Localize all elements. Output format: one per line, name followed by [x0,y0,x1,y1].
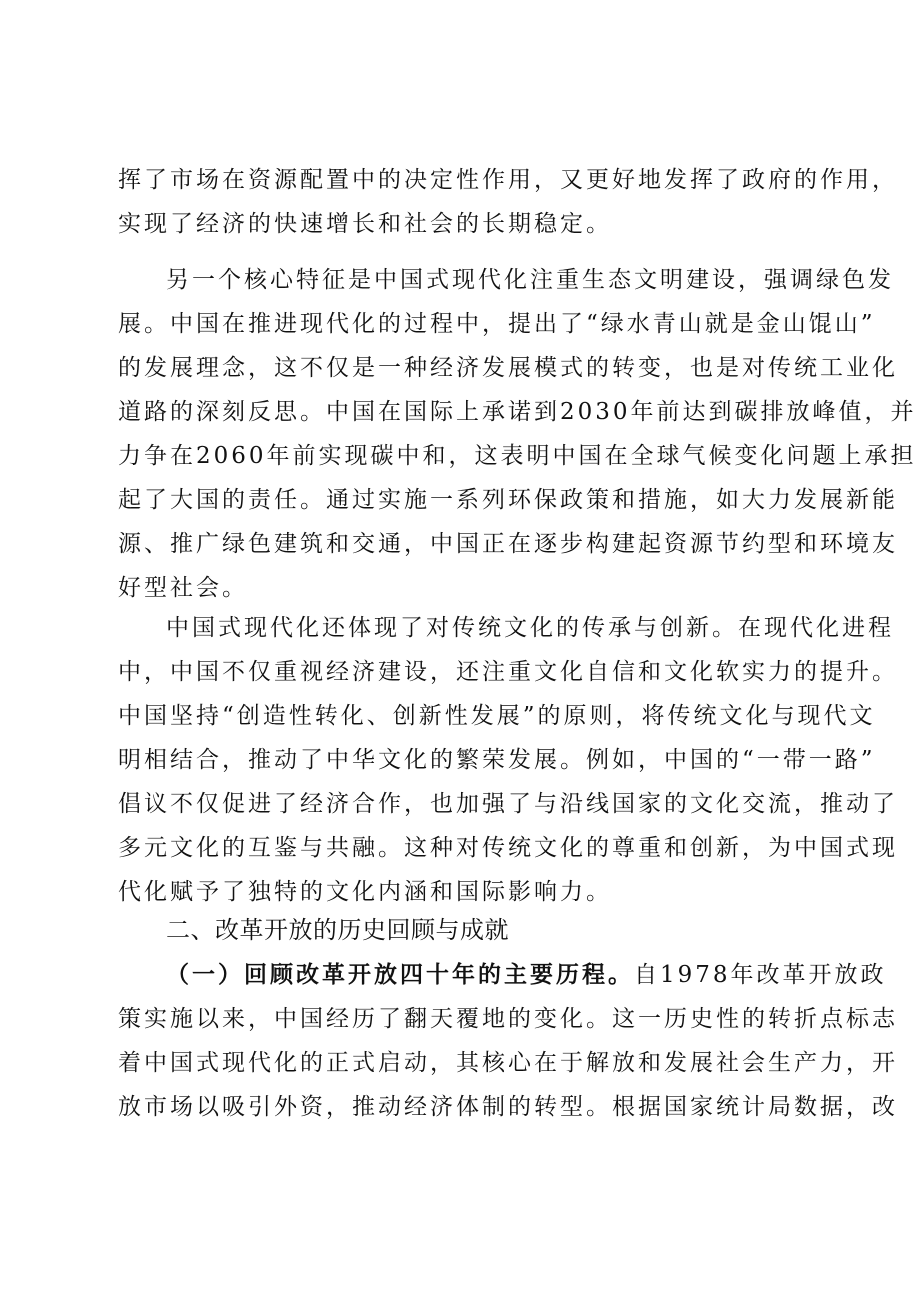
subsection-first-line-text: 自1978年改革开放政 [634,962,887,988]
text-line: 实现了经济的快速增长和社会的长期稳定。 [118,211,612,237]
subsection-first-line [166,957,887,993]
text-line: 策实施以来，中国经历了翻天覆地的变化。这一历史性的转折点标志 [118,1006,898,1032]
text-line: 中国式现代化还体现了对传统文化的传承与创新。在现代化进程 [166,615,894,641]
section-heading: 二、改革开放的历史回顾与成就 [166,916,509,944]
text-line: 道路的深刻反思。中国在国际上承诺到2030年前达到碳排放峰值，并 [118,399,917,425]
text-line: 力争在2060年前实现碳中和，这表明中国在全球气候变化问题上承担 [118,443,917,469]
text-line: 的发展理念，这不仅是一种经济发展模式的转变，也是对传统工业化 [118,355,898,381]
subsection-title: （一）回顾改革开放四十年的主要历程。 [166,961,634,988]
text-line: 另一个核心特征是中国式现代化注重生态文明建设，强调绿色发 [166,267,894,293]
text-line: 挥了市场在资源配置中的决定性作用，又更好地发挥了政府的作用， [118,167,898,193]
text-line: 明相结合，推动了中华文化的繁荣发展。例如，中国的“一带一路” [118,747,876,773]
text-line: 着中国式现代化的正式启动，其核心在于解放和发展社会生产力，开 [118,1050,898,1076]
text-line: 中，中国不仅重视经济建设，还注重文化自信和文化软实力的提升。 [118,659,898,685]
text-line: 放市场以吸引外资，推动经济体制的转型。根据国家统计局数据，改 [118,1094,898,1120]
text-line: 倡议不仅促进了经济合作，也加强了与沿线国家的文化交流，推动了 [118,791,898,817]
text-line: 起了大国的责任。通过实施一系列环保政策和措施，如大力发展新能 [118,487,898,513]
text-line: 中国坚持“创造性转化、创新性发展”的原则，将传统文化与现代文 [118,703,876,729]
text-line: 代化赋予了独特的文化内涵和国际影响力。 [118,879,612,905]
text-line: 好型社会。 [118,575,248,601]
text-line: 源、推广绿色建筑和交通，中国正在逐步构建起资源节约型和环境友 [118,531,898,557]
text-line: 多元文化的互鉴与共融。这种对传统文化的尊重和创新，为中国式现 [118,835,898,861]
text-line: 展。中国在推进现代化的过程中，提出了“绿水青山就是金山馄山” [118,311,876,337]
